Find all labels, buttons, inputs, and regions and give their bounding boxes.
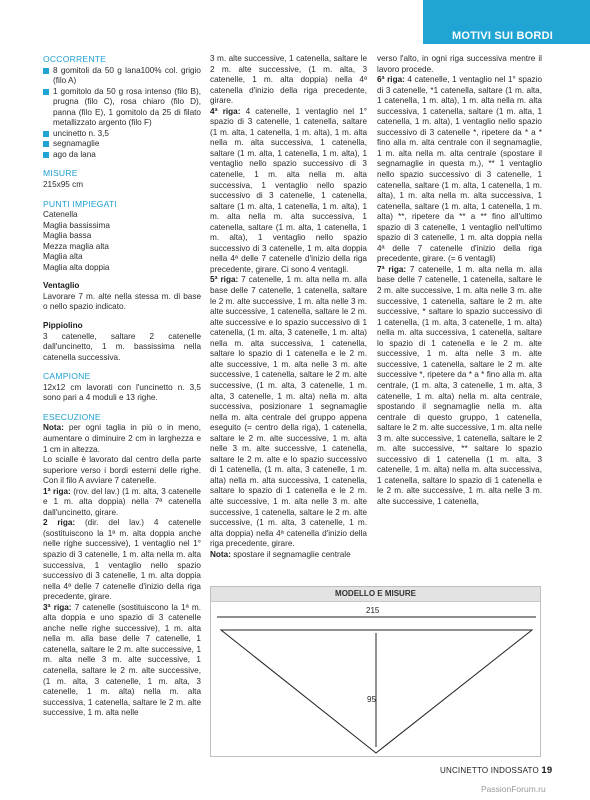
row-7 <box>377 265 542 508</box>
row-2 <box>43 518 201 602</box>
punto-item: Mezza maglia alta <box>43 241 109 251</box>
row-6 <box>377 75 542 265</box>
row-6-label: 6ª riga: <box>377 75 405 85</box>
square-bullet-icon <box>43 131 49 137</box>
occorrente-item: segnamaglie <box>43 139 201 150</box>
misure-value: 215x95 cm <box>43 180 84 190</box>
punto-item: Maglia alta doppia <box>43 262 110 272</box>
nota-label: Nota: <box>43 423 64 433</box>
row-5-label: 5ª riga: <box>210 275 239 285</box>
occorrente-item: 1 gomitolo da 50 g rosa intenso (filo B), prugna (filo C), rosa chiaro (filo D), panna (filo E), 1 gomitolo da 25 di filato metallizzato argento (filo F) <box>43 87 201 129</box>
row-1 <box>43 487 201 519</box>
column-1 <box>43 54 201 719</box>
pippiolino-title: Pippiolino <box>43 321 83 331</box>
punto-item: Maglia alta <box>43 252 83 262</box>
watermark: PassionForum.ru <box>481 784 546 794</box>
esecuzione-intro: Lo scialle è lavorato dal centro della parte superiore verso i bordi esterni delle righe. Con il filo A avviare 7 catenelle. <box>43 455 201 486</box>
page-footer <box>440 765 552 776</box>
row-7-text: 7 catenelle, 1 m. alta nella m. alla base delle 7 catenelle, 1 catenella, saltare le 2 m. alte successive, 1 m. alta nelle 3 m. alte successive, 1 catenella, saltare le 2 m. alte successive, * saltare lo spazio successivo di 1 catenella, (1 m. alta, 3 catenelle, 1 m. alta) nella m. alta successiva, 1 catenella, saltare lo spazio di 1 catenella e le 2 m. alte successive, 1 m. alta nelle 3 m. alte successive, 1 catenella, saltare le 2 m. alte successive *, ripetere da * a * fino alla m. alta centrale, (1 m. alta, 3 catenelle, 1 m. alta, 3 catenelle, 1 m. alta) nella m. alta centrale, spostando il segnamaglie nella m. alta centrale di questo gruppo, 1 catenella, saltare le 2 m. alte successive, 1 m. alta nelle 3 m. alte successive, 1 catenella, saltare le 2 m. alte successive, ** saltare lo spazio successivo di 1 catenella (1 m. alta, 3 catenelle, 1 m. alta) nella m. alta successiva, 1 catenella, saltare lo spazio di 1 catenella e le 2 m. alte successive, 1 m. alta nelle 3 m. alte successive, 1 catenella, <box>377 264 543 506</box>
square-bullet-icon <box>43 89 49 95</box>
esecuzione-nota <box>43 423 201 455</box>
campione-text: 12x12 cm lavorati con l'uncinetto n. 3,5 sono pari a 4 moduli e 13 righe. <box>43 382 201 403</box>
page-number: 19 <box>541 765 553 776</box>
punto-item: Maglia bassa <box>43 231 92 241</box>
row-4-text: 4 catenelle, 1 ventaglio nel 1° spazio di 3 catenelle, 1 catenella, saltare (1 m. alta, 1 catenella, 1 m. alta), 1 m. alta nella m. alta successiva, 1 catenella, saltare (1 m. alta, 1 catenella, 1 m. alta), 1 ventaglio nello spazio successivo di 3 catenelle, 1 m. alta nella m. alta successiva, 1 ventaglio nello spazio successivo di 3 catenelle, 1 catenella, saltare (1 m. alta, 1 catenella, 1 m. alta), 1 m. alta nella m. alta successiva, 1 catenella, saltare (1 m. alta, 1 catenella, 1 m. alta), 1 ventaglio nello spazio successivo di 3 catenelle, 1 m. alta doppia nella 4ª delle 7 catenelle d'inizio della riga precedente, girare. Ci sono 4 ventagli. <box>210 106 367 274</box>
row-7-label: 7ª riga: <box>377 264 407 274</box>
esecuzione-title: ESECUZIONE <box>43 411 101 422</box>
measurement-diagram <box>210 586 541 757</box>
row-2-label: 2 riga: <box>43 518 76 528</box>
nota-text: per ogni taglia in più o in meno, aumentare o diminuire 2 cm in larghezza e 1 cm in altezza. <box>43 423 201 454</box>
row-3-continued: 3 m. alte successive, 1 catenella, saltare le 2 m. alte successive, (1 m. alta, 3 catenelle, 1 m. alta doppia) nella 4ª catenella d'inizio della riga precedente, girare. <box>210 54 367 106</box>
width-label: 215 <box>366 606 380 615</box>
section-header-tab <box>423 0 590 44</box>
row-4-label: 4ª riga: <box>210 106 241 116</box>
square-bullet-icon <box>43 152 49 158</box>
ventaglio-title: Ventaglio <box>43 281 80 291</box>
row-5 <box>210 275 367 549</box>
punto-item: Maglia bassissima <box>43 220 110 230</box>
row-1-label: 1ª riga: <box>43 486 71 496</box>
campione-title: CAMPIONE <box>43 371 91 382</box>
row-1-text: (rov. del lav.) (1 m. alta, 3 catenelle e 1 m. alta doppia) nella 7ª catenella dall'uncinetto, girare. <box>43 486 201 517</box>
row-3-text: 7 catenelle (sostituiscono la 1ª m. alta doppia e uno spazio di 3 catenelle anche nelle righe successive), 1 m. alta nella m. alla base delle 7 catenelle, 1 catenella, saltare le 2 m. alte successive, 1 m. alta nelle 3 m. alte successive, 1 catenella, saltare le 2 m. alte successive, (1 m. alta, 3 catenelle, 1 m. alta, 3 catenelle, 1 m. alta) nella m. alta successiva, 1 catenella, saltare le 2 m. alte successive, 1 m. alta nelle <box>43 602 202 718</box>
row-3-label: 3ª riga: <box>43 602 72 612</box>
column-2 <box>210 54 367 560</box>
occorrente-item: uncinetto n. 3,5 <box>43 129 201 140</box>
occorrente-item: 8 gomitoli da 50 g lana100% col. grigio (filo A) <box>43 66 201 87</box>
magazine-name: UNCINETTO INDOSSATO <box>440 766 539 775</box>
nota-continued: verso l'alto, in ogni riga successiva mentre il lavoro procede. <box>377 54 542 74</box>
nota-marker <box>210 550 367 561</box>
section-title: MOTIVI SUI BORDI <box>452 30 553 42</box>
column-3 <box>377 54 542 508</box>
height-label: 95 <box>367 695 376 704</box>
diagram-title: MODELLO E MISURE <box>335 589 416 598</box>
square-bullet-icon <box>43 141 49 147</box>
row-2-text: (dir. del lav.) 4 catenelle (sostituiscono la 1ª m. alta doppia anche nelle righe successive), 1 ventaglio nel 1° spazio di 3 catenelle, 1 m. alta nella m. alta successiva, 1 ventaglio nello spazio successivo di 3 catenelle, 1 m. alta doppia nella 4ª delle 7 catenelle d'inizio della riga precedente, girare. <box>43 518 201 602</box>
occorrente-title: OCCORRENTE <box>43 54 107 64</box>
row-5-text: 7 catenelle, 1 m. alta nella m. alla base delle 7 catenelle, 1 catenella, saltare le 2 m. alte successive, 1 m. alta nelle 3 m. alte successive, 1 catenella, saltare le 2 m. alte successive e lo spazio successivo di 1 catenella, (1 m. alta, 3 catenelle, 1 m. alta) nella m. alta successiva, 1 catenella, saltare lo spazio di 1 catenella e le 2 m. alte successive, 1 m. alta nelle 3 m. alte successive, 1 catenella, saltare le 2 m. alte successive, (1 m. alta, 3 catenelle, 1 m. alta, 3 catenelle, 1 m. alta) nella m. alta successiva, posizionare 1 segnamaglie nella m. alta centrale del gruppo appena eseguito (= centro della riga), 1 catenella, saltare le 2 m. alte successive, 1 m. alta nelle 3 m. alte successive, 1 catenella, saltare le 2 m. alte e lo spazio successivo di 1 catenella, (1 m. alta, 3 catenelle, 1 m. alta) nella m. alta successiva, 1 catenella, saltare lo spazio di 1 catenella e le 2 m. alte successive, 1 m. alta nelle 3 m. alte successive, 1 catenella, saltare le 2 m. alte successive, (1 m. alta, 3 catenelle, 1 m. alta doppia) nella 4ª catenella d'inizio della riga precedente, girare. <box>210 275 368 549</box>
row-4 <box>210 107 367 276</box>
row-6-text: 4 catenelle, 1 ventaglio nel 1° spazio di 3 catenelle, *1 catenella, saltare (1 m. alta, 1 catenella, 1 m. alta), 1 m. alta nella m. alta successiva, 1 catenella, saltare (1 m. alta, 1 catenella, 1 m. alta), 1 ventaglio nello spazio successivo di 3 catenelle *, ripetere da * a * fino alla m. alta centrale con il segnamaglie, 1 m. alta nella m. alta centrale (spostare il segnamaglie in questa m.), ** 1 ventaglio nello spazio successivo di 3 catenelle, 1 catenella, saltare (1 m. alta, 1 catenella, 1 m. alta), 1 m. alta nella m. alta successiva, 1 catenella, saltare (1 m. alta, 1 catenella, 1 m. alta) **, ripetere da ** a ** fino all'ultimo spazio di 3 catenelle, 1 ventaglio nell'ultimo spazio di 3 catenelle, 1 m. alta doppia nella 4ª delle 7 catenelle d'inizio della riga precedente, girare. (= 6 ventagli) <box>377 75 543 264</box>
square-bullet-icon <box>43 68 49 74</box>
ventaglio-text: Lavorare 7 m. alte nella stessa m. di base o nello spazio indicato. <box>43 291 201 312</box>
nota-label: Nota: <box>210 549 231 559</box>
misure-title: MISURE <box>43 168 78 179</box>
nota-text: spostare il segnamaglie centrale <box>233 549 351 559</box>
punto-item: Catenella <box>43 210 78 220</box>
pippiolino-text: 3 catenelle, saltare 2 catenelle dall'uncinetto, 1 m. bassissima nella catenella successiva. <box>43 331 201 362</box>
punti-title: PUNTI IMPIEGATI <box>43 198 117 209</box>
occorrente-item: ago da lana <box>43 150 201 161</box>
row-3 <box>43 603 201 719</box>
